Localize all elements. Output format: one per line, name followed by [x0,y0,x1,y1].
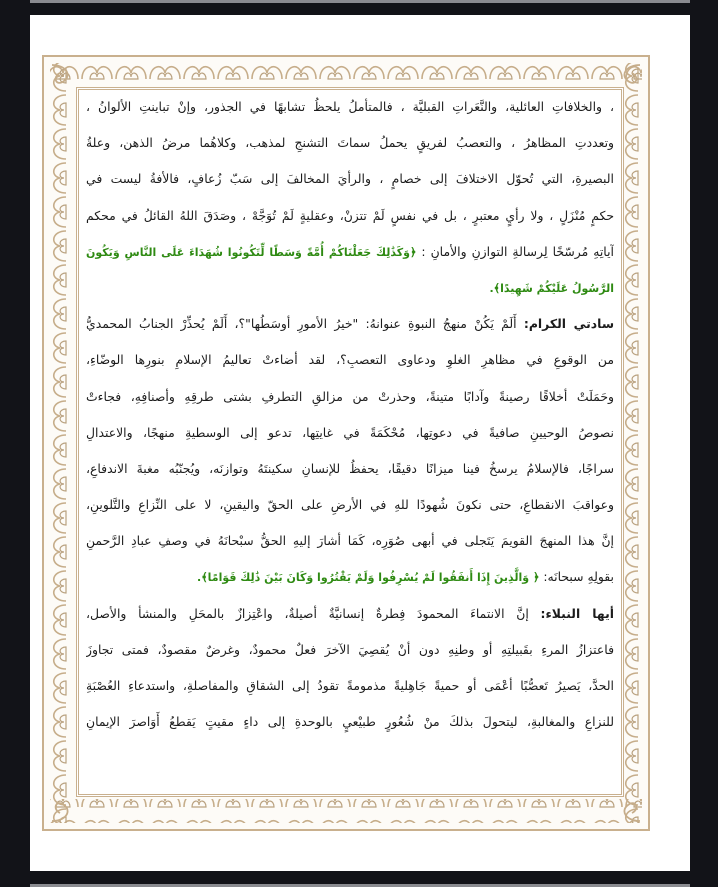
text-line [86,562,614,598]
text-line: للنزاعِ والمغالبةِ، ليتحولَ بذلكَ منْ شُعُورٍ طبيْعيٍ بالوحدةِ إلى داءٍ مقيتٍ يَقطعُ أَوَاصرَ الإيمانِ [86,714,614,730]
text-line: من الوقوعِ في مظاهرِ الغلوِ ودعاوى التعصبِ؟، لقد أضاءتْ تعاليمُ الإسلامِ بنورِها الوضّاءِ، [86,352,614,368]
paragraph-lead: أيها النبلاء: [540,605,614,621]
quran-verse: الرَّسُولُ عَلَيْكُمْ شَهِيدًا﴾. [489,281,614,295]
document-body [86,92,614,743]
text-fragment: بقولِهِ سبحانَه: [543,569,614,585]
paragraph-3 [86,599,614,744]
paragraph-2 [86,309,614,599]
text-line: حكمٍ مُنْزَلٍ ، ولا رأيٍ معتبرٍ ، بل في نفسٍ لَمْ تتزنْ، وعقليةٍ لَمْ تُوَجَّهْ ، وصَدَقَ اللهُ القائلُ في محكم [86,207,614,223]
quran-verse: ﴿ وَالَّذِينَ إِذَا أَنفَقُوا لَمْ يُسْرِفُوا وَلَمْ يَقْتُرُوا وَكَانَ بَيْنَ ذَٰلِكَ قَوَامًا﴾. [197,571,540,585]
paragraph-1 [86,92,614,309]
text-fragment: أَلَمْ يَكُنْ منهجُ النبوةِ عنوانهُ: "خيرُ الأمورِ أوسَطُها"؟، أَلَمْ يُحذِّرْ الجنابُ المحمديُّ [86,316,517,332]
text-line: فاعتزازُ المرءِ بقَبيلتِهِ أو وطنِهِ دون أنْ يُقصِيَ الآخرَ فعلٌ محمودٌ، وغرضٌ مقصودٌ، فمتى تجاوزَ [86,641,614,657]
text-line: نصوصُ الوحيينِ صافيةً في دعوتِها، مُحْكَمَةً في غايتِها، تدعو إلى الوسطيةِ منهجًا، والاعتدالِ [86,424,614,440]
text-line: إنَّ هذا المنهجَ القويمَ يَتَجلى في أبهى صُوَرِه، كَمَا أشارَ إليهِ الحقُّ سبْحانَهُ في وصفِ عبادِ الرَّحمنِ [86,533,614,549]
text-line: وحَمَلَتْ أخلاقًا رصينةً وآدابًا متينةً، وحذرتْ من مزالقِ التطرفِ بشتى طرقِهِ وأصنافِهِ، فجاءتْ [86,388,614,404]
text-fragment: آياتِهِ مُرسّخًا لِرسالةِ التوازنِ والأمانِ : [421,243,614,259]
text-line: سراجًا، فالإسلامُ يرسخُ فينا ميزانًا دقيقًا، يحفظُ للإنسانِ سكينتَهُ وتوازنَه، ويُجنّبُه مغبةَ الاندفاعِ، [86,460,614,476]
text-line [86,237,614,273]
text-line [86,599,614,635]
text-line: وعواقبَ الانقطاعِ، حتى نكونَ شُهودًا للهِ في الأرضِ على الحقّ واليقينِ، لا على النِّزاعِ والتَّلوينِ، [86,497,614,513]
paragraph-lead: سادتي الكرام: [523,316,614,332]
text-line: الحدَّ، يَصيرُ تَعصُّبًا أعْمَى أو حميةً جَاهِليةً مذمومةً تقودُ إلى الشقاقِ والمفاصلةِ، واستدعاءِ العُصْبَةِ [86,678,614,693]
text-line [86,309,614,345]
text-line: وتعددتِ المظاهرُ ، والتعصبُ لفريقٍ يحملُ سماتَ التشنجِ لمذهب، وكلاهُما مرضُ الذهن، وعلةُ [86,135,614,151]
text-line: ، والخلافاتِ العائلية، والنَّعَراتِ القبليَّة ، فالمتأملُ يلحظُ تشابهًا في الجذور، وإنْ تباينتِ الألوانُ ، [86,99,614,114]
text-fragment: إنَّ الانتماءَ المحمودَ فِطرةٌ إنسانيَّةٌ أصيلةٌ، واعْتِزازٌ بالمحَلِ والمنشأ والأصل، [86,605,529,621]
border-band-top [50,63,642,87]
quran-verse: ﴿وَكَذَٰلِكَ جَعَلْنَاكُمْ أُمَّةً وَسَطًا لِّتَكُونُوا شُهَدَاءَ عَلَى النَّاسِ وَيَكُونَ [86,245,417,259]
border-band-left [50,63,74,823]
text-line [86,273,614,309]
border-band-bottom [50,799,642,823]
top-edge [30,0,690,3]
text-line: البصيرةِ، التي تُحوّل الاختلافَ إلى خصامٍ ، والرأيَ المخالفَ إلى سَبّ زُعافٍ، فالأفةُ ليست في [86,171,614,187]
